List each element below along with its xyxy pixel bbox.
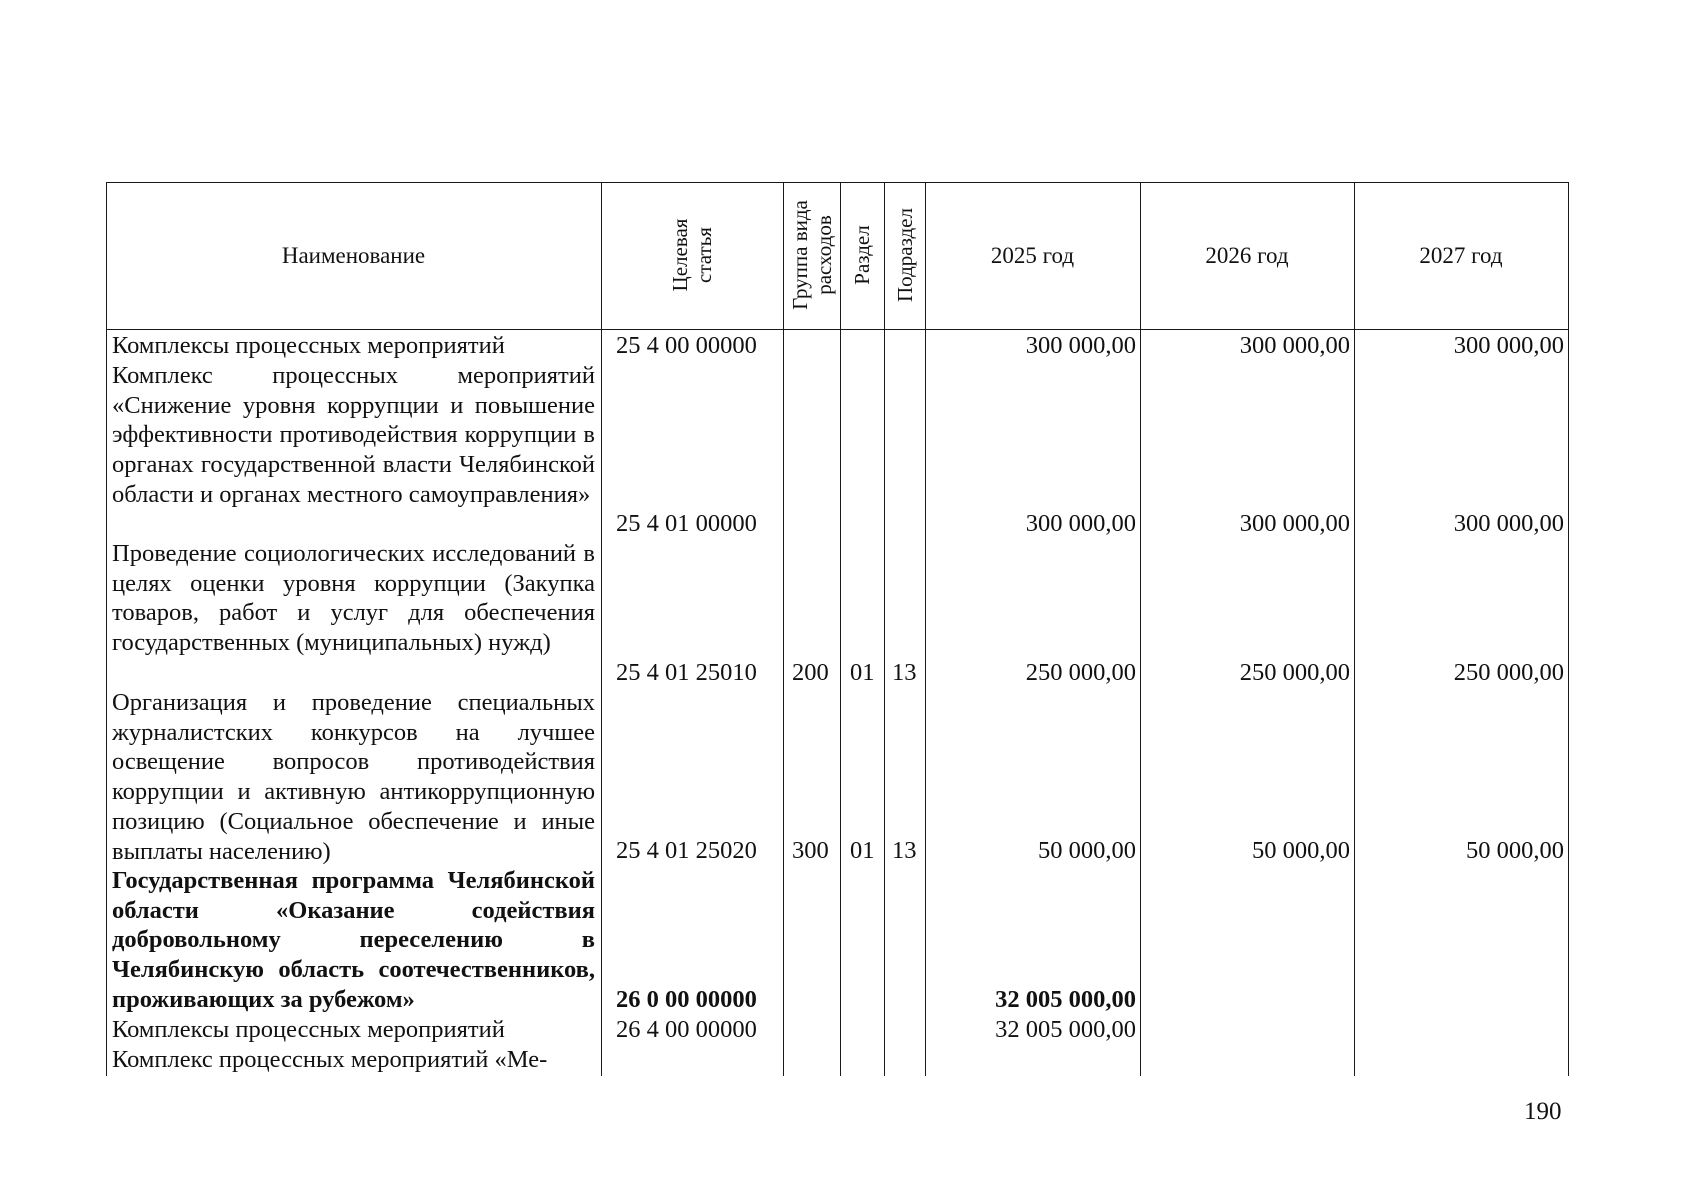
col-border-name [601, 182, 602, 1076]
row-2025: 32 005 000,00 [995, 986, 1136, 1013]
row-code: 26 4 00 00000 [616, 1016, 757, 1043]
col-border-2026 [1354, 182, 1355, 1076]
row-code: 25 4 00 00000 [616, 332, 757, 359]
row-2027: 300 000,00 [1453, 332, 1564, 359]
table-top-border [106, 182, 1568, 183]
row-2026: 250 000,00 [1239, 659, 1350, 686]
row-name: Комплекс процессных мероприятий «Снижение уровня коррупции и повышение эффективности противодействия коррупции в органах государственной власти Челябинской области и органах местного самоуправления» [112, 362, 595, 508]
col-border-left [106, 182, 107, 1076]
header-bottom-border [106, 329, 1568, 330]
row-2026: 50 000,00 [1252, 837, 1350, 864]
header-name: Наименование [281, 243, 426, 268]
row-2025: 50 000,00 [1038, 837, 1136, 864]
row-subsection: 13 [892, 837, 917, 864]
row-name-program: Государственная программа Челябинской области «Оказание содействия добровольному переселению в Челябинскую область соотечественников, проживающих за рубежом» [112, 867, 595, 1013]
row-code: 25 4 01 25010 [616, 659, 757, 686]
col-border-subsection [925, 182, 926, 1076]
header-2025: 2025 год [990, 243, 1075, 268]
header-2027: 2027 год [1419, 243, 1503, 268]
row-2025: 300 000,00 [1025, 332, 1136, 359]
col-border-group [840, 182, 841, 1076]
col-border-code [783, 182, 784, 1076]
row-code: 25 4 01 25020 [616, 837, 757, 864]
row-2026: 300 000,00 [1239, 332, 1350, 359]
row-expense-group: 300 [792, 837, 829, 864]
header-target-article: Целевая статья [668, 218, 716, 292]
row-2025: 300 000,00 [1025, 510, 1136, 537]
row-2025: 250 000,00 [1025, 659, 1136, 686]
col-border-right [1568, 182, 1569, 1076]
row-2027: 50 000,00 [1466, 837, 1564, 864]
row-name: Проведение социологических исследований в целях оценки уровня коррупции (Закупка товаров, работ и услуг для обеспечения государственных (муниципальных) нужд) [112, 540, 595, 657]
row-2026: 300 000,00 [1239, 510, 1350, 537]
header-2026: 2026 год [1205, 243, 1289, 268]
row-code: 25 4 01 00000 [616, 510, 757, 537]
row-2027: 300 000,00 [1453, 510, 1564, 537]
row-subsection: 13 [892, 659, 917, 686]
row-2025: 32 005 000,00 [995, 1016, 1136, 1043]
col-border-2025 [1140, 182, 1141, 1076]
header-expense-group: Группа вида расходов [788, 200, 836, 310]
row-name: Комплексы процессных мероприятий [112, 332, 505, 359]
row-name: Организация и проведение специальных журналистских конкурсов на лучшее освещение вопросов противодействия коррупции и активную антикоррупционную позицию (Социальное обеспечение и иные выплаты населению) [112, 689, 595, 865]
row-code: 26 0 00 00000 [616, 986, 757, 1013]
page-number: 190 [1524, 1098, 1562, 1125]
row-name: Комплекс процессных мероприятий «Ме- [112, 1046, 548, 1073]
row-2027: 250 000,00 [1453, 659, 1564, 686]
header-subsection: Подраздел [893, 208, 917, 302]
row-section: 01 [850, 659, 875, 686]
col-border-section [884, 182, 885, 1076]
row-section: 01 [850, 837, 875, 864]
header-section: Раздел [850, 225, 874, 285]
row-expense-group: 200 [792, 659, 829, 686]
row-name: Комплексы процессных мероприятий [112, 1016, 505, 1043]
